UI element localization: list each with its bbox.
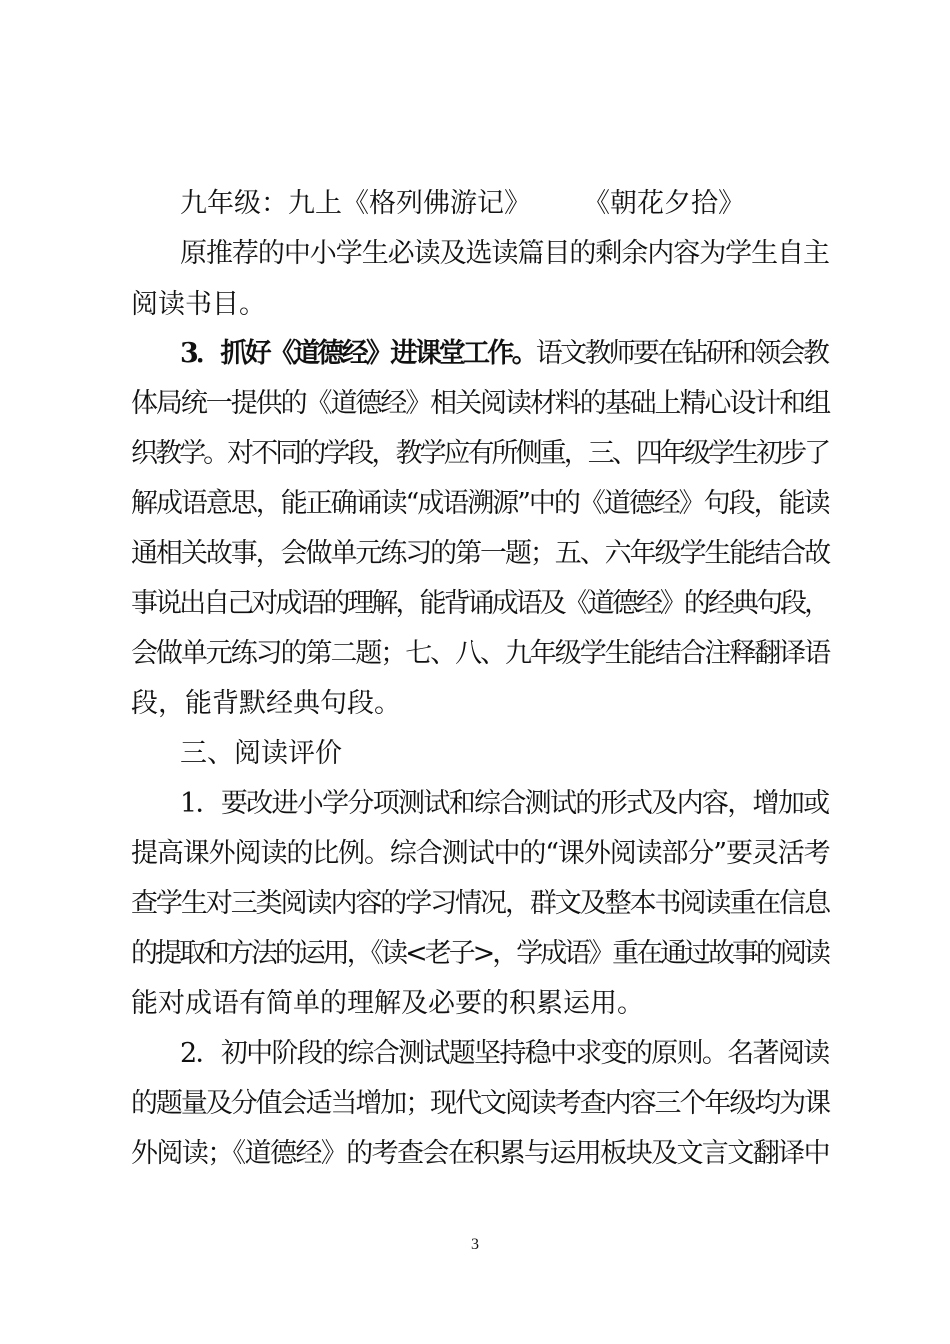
body-text: 织教学。对不同的学段，教学应有所侧重，三、四年级学生初步了: [131, 438, 829, 469]
body-text: 外阅读；《道德经》的考查会在积累与运用板块及文言文翻译中: [131, 1138, 829, 1169]
text-line: [131, 884, 831, 924]
body-text: 的提取和方法的运用，《读<老子>，学成语》重在通过故事的阅读: [131, 938, 828, 969]
body-text: 解成语意思，能正确诵读“成语溯源”中的《道德经》句段，能读: [131, 488, 829, 519]
text-line: [131, 1134, 831, 1174]
body-text: 段，能背默经典句段。: [131, 688, 401, 719]
bold-heading-text: 3．抓好《道德经》进课堂工作。: [180, 338, 536, 369]
text-line: [180, 734, 830, 774]
body-text: 查学生对三类阅读内容的学习情况，群文及整本书阅读重在信息: [131, 888, 830, 919]
text-line: [131, 1084, 831, 1124]
text-line: [131, 434, 831, 474]
text-line: [131, 584, 831, 624]
text-line: [180, 784, 830, 824]
text-line: [131, 384, 831, 424]
body-text: 提高课外阅读的比例。综合测试中的“课外阅读部分”要灵活考: [131, 838, 830, 869]
text-line: [131, 285, 831, 325]
body-text: 阅读书目。: [131, 289, 266, 320]
text-line: [131, 934, 831, 974]
text-line: [180, 184, 830, 224]
text-line: [131, 684, 831, 724]
body-text: 语文教师要在钻研和领会教: [535, 338, 828, 369]
body-text: 原推荐的中小学生必读及选读篇目的剩余内容为学生自主: [180, 238, 829, 269]
text-line: [131, 834, 831, 874]
body-text: 2．初中阶段的综合测试题坚持稳中求变的原则。名著阅读: [180, 1038, 829, 1069]
body-text: 1．要改进小学分项测试和综合测试的形式及内容，增加或: [180, 788, 829, 819]
text-line: [131, 534, 831, 574]
body-text: 《朝花夕拾》: [583, 188, 745, 219]
body-text: 体局统一提供的《道德经》相关阅读材料的基础上精心设计和组: [131, 388, 830, 419]
body-text: 三、阅读评价: [180, 738, 342, 769]
text-line: [131, 634, 831, 674]
body-text: 九年级：九上《格列佛游记》: [180, 188, 531, 219]
text-line: [180, 1034, 830, 1074]
text-line: [131, 484, 831, 524]
text-line: [131, 984, 831, 1024]
page-number: 3: [471, 1236, 479, 1253]
body-text: 事说出自己对成语的理解，能背诵成语及《道德经》的经典句段，: [131, 588, 829, 619]
body-text: 能对成语有简单的理解及必要的积累运用。: [131, 988, 644, 1019]
text-line: [180, 234, 830, 274]
text-line: [180, 334, 830, 374]
body-text: 通相关故事，会做单元练习的第一题；五、六年级学生能结合故: [131, 538, 830, 569]
body-text: 的题量及分值会适当增加；现代文阅读考查内容三个年级均为课: [131, 1088, 830, 1119]
body-text: 会做单元练习的第二题；七、八、九年级学生能结合注释翻译语: [131, 638, 830, 669]
